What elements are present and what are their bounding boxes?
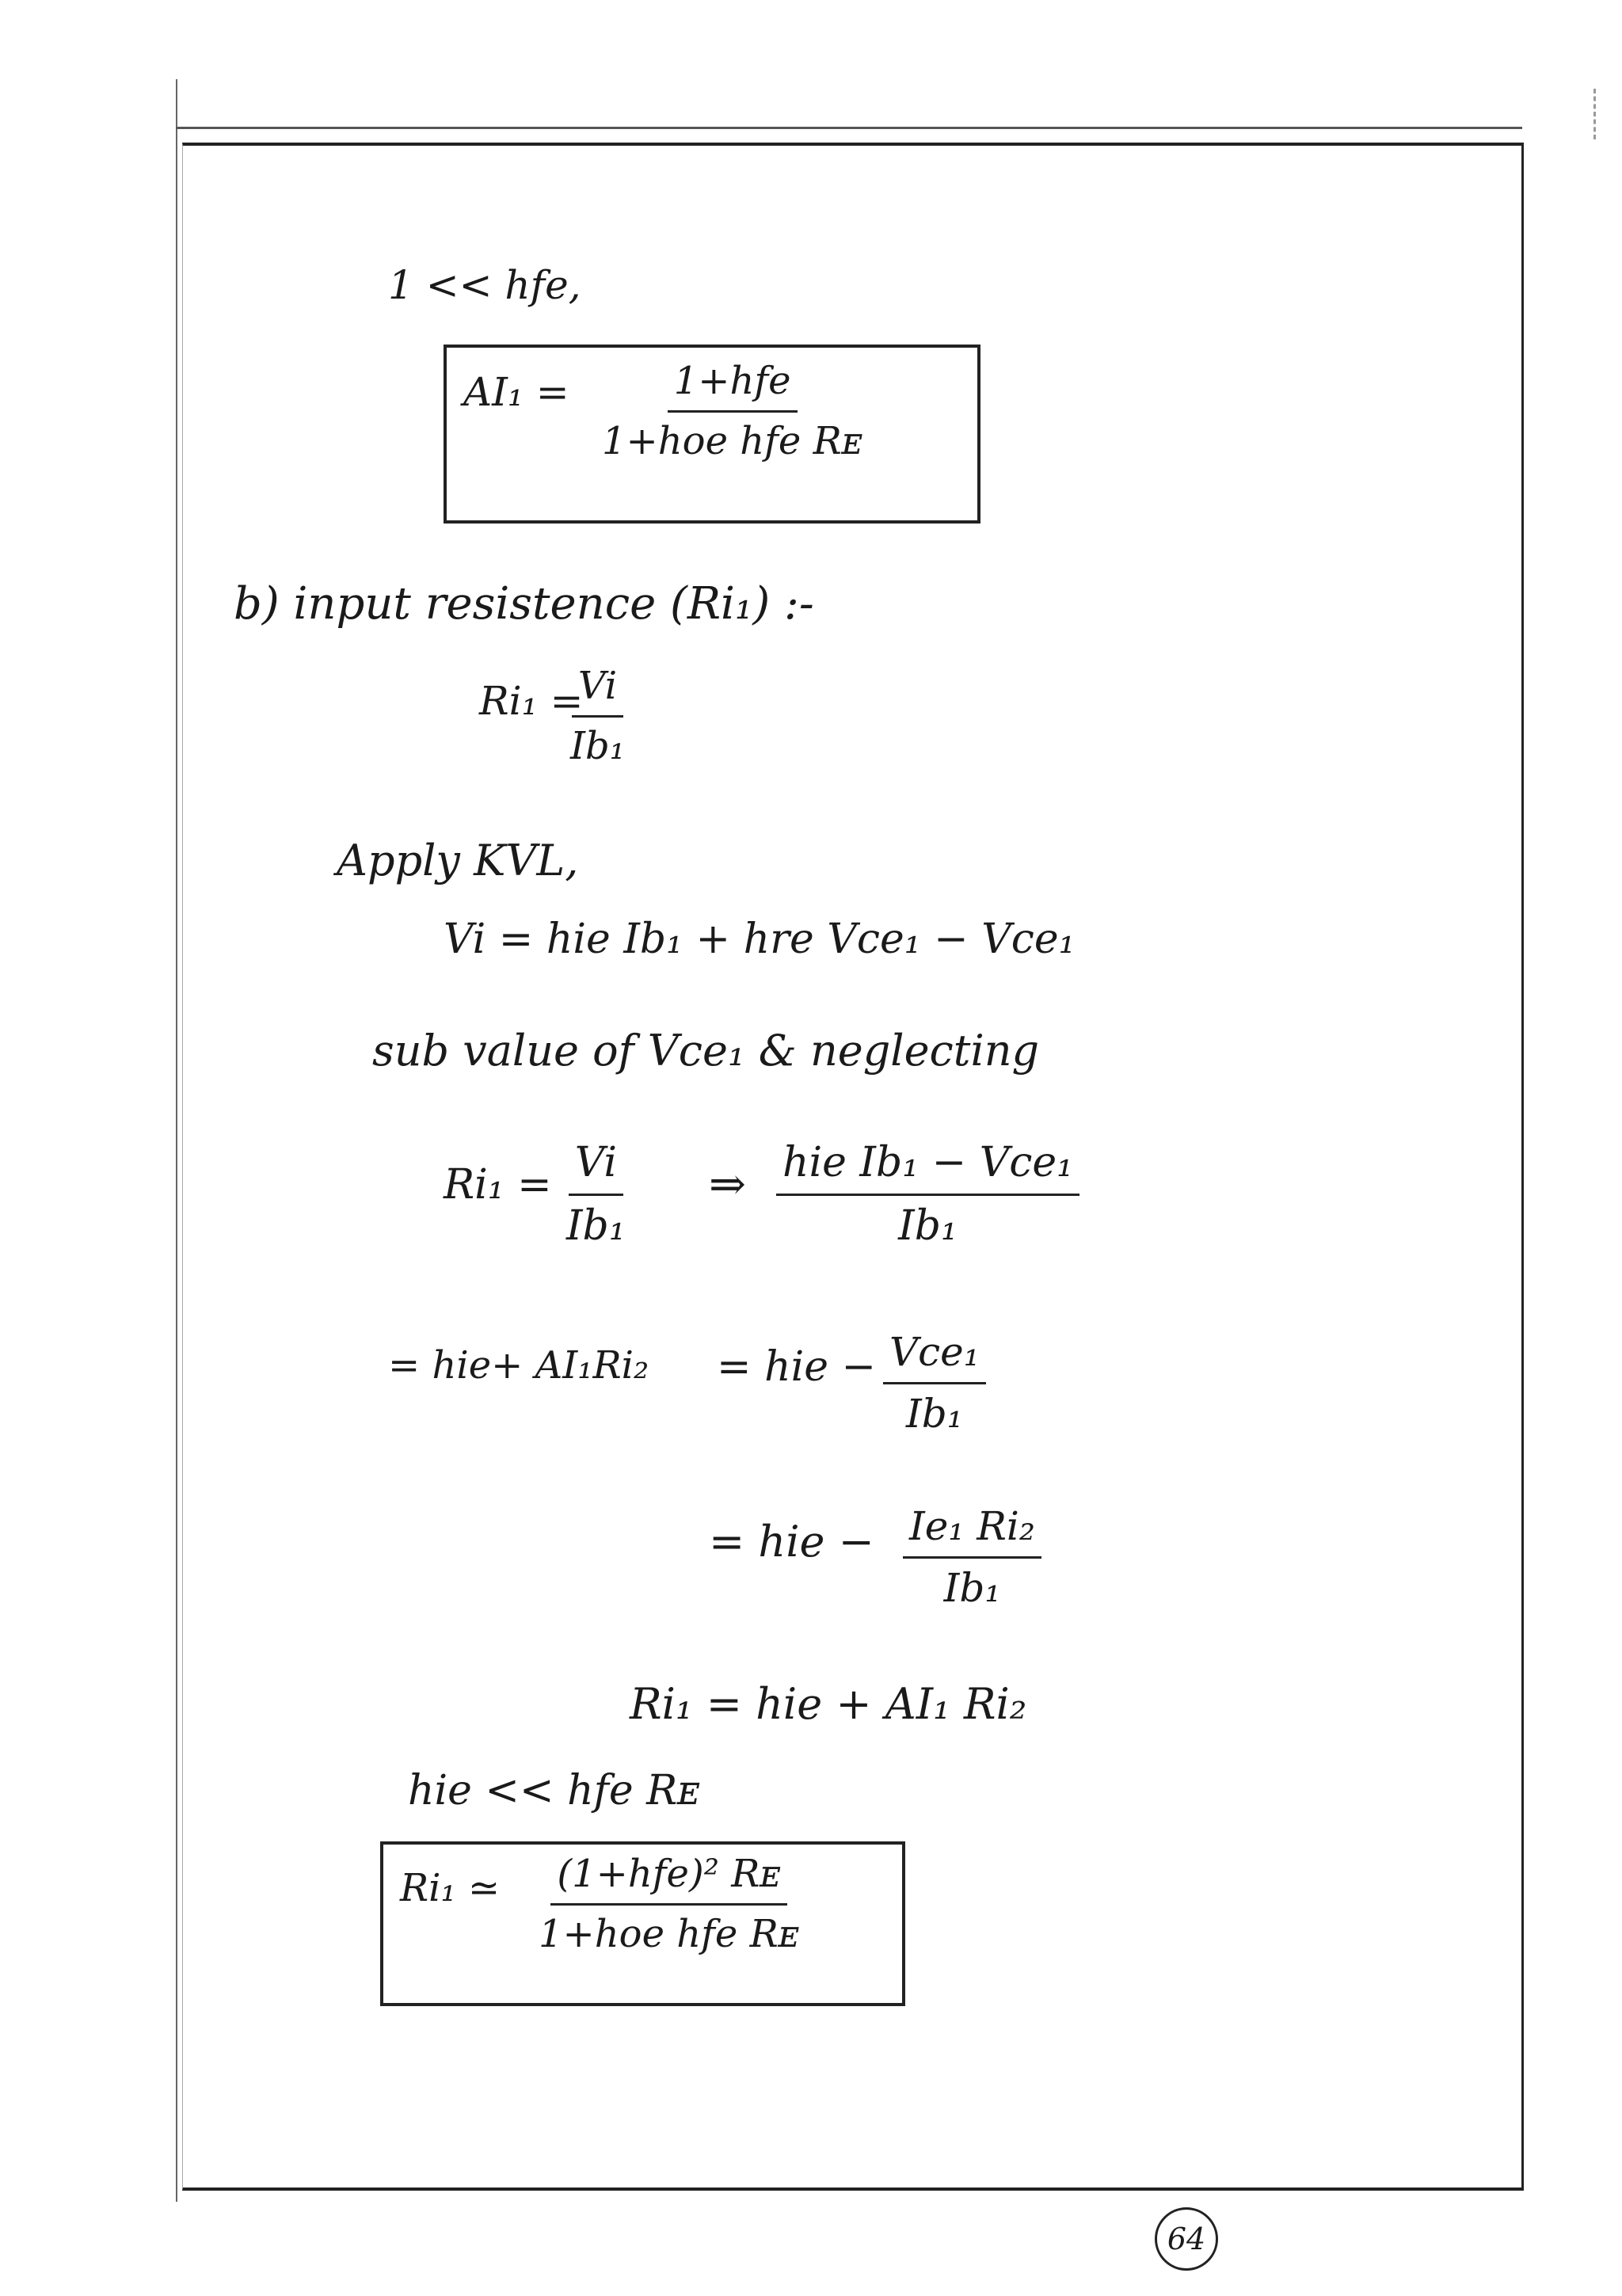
implies-arrow: ⇒ [709,1159,746,1210]
condition-line-1: 1 << hfe, [388,262,581,308]
current-gain-numerator: 1+hfe [668,360,798,413]
step-a-lhs: = hie − [717,1343,877,1391]
ri-result-line: Ri₁ = hie + AI₁ Ri₂ [630,1679,1027,1729]
final-result-denominator: 1+hoe hfe Rᴇ [539,1911,800,1956]
ri-substitution-numerator-2: hie Ib₁ − Vce₁ [776,1140,1079,1196]
step-a-denominator: Ib₁ [905,1391,963,1437]
top-rule [176,127,1522,129]
ri-substitution-denominator: Ib₁ [566,1202,626,1251]
kvl-equation: Vi = hie Ib₁ + hre Vce₁ − Vce₁ [444,916,1076,963]
page-number: 64 [1155,2207,1218,2271]
final-result-numerator: (1+hfe)² Rᴇ [550,1853,787,1906]
step-a-numerator: Vce₁ [883,1331,986,1384]
step-b-numerator: Ie₁ Ri₂ [903,1505,1041,1559]
step-b-fraction [903,1505,1041,1610]
condition-line-2: hie << hfe Rᴇ [408,1767,701,1814]
step-a-fraction [883,1331,986,1436]
margin-rule [176,79,177,2202]
ri-substitution-fraction [566,1140,626,1249]
ri-substitution-lhs: Ri₁ = [444,1161,552,1209]
edge-mark [1593,89,1598,139]
side-step-result: = hie+ AI₁Ri₂ [388,1343,649,1388]
current-gain-lhs: AI₁ = [463,369,569,415]
ri-substitution-denominator-2: Ib₁ [898,1202,958,1251]
ri-definition-denominator: Ib₁ [570,723,625,768]
ri-substitution-fraction-2 [776,1140,1079,1249]
substitution-line: sub value of Vce₁ & neglecting [372,1026,1040,1076]
ri-definition-fraction [570,665,625,767]
current-gain-fraction [602,360,862,463]
ri-definition-lhs: Ri₁ = [479,678,584,724]
section-heading: b) input resistence (Ri₁) :- [234,578,814,630]
final-result-lhs: Ri₁ ≃ [400,1866,501,1910]
step-b-denominator: Ib₁ [943,1565,1001,1611]
ri-definition-numerator: Vi [572,665,623,718]
ri-substitution-numerator: Vi [569,1140,623,1196]
apply-kvl-line: Apply KVL, [337,836,579,885]
final-result-fraction [539,1853,799,1955]
step-b-lhs: = hie − [709,1517,874,1567]
current-gain-denominator: 1+hoe hfe Rᴇ [602,418,863,463]
